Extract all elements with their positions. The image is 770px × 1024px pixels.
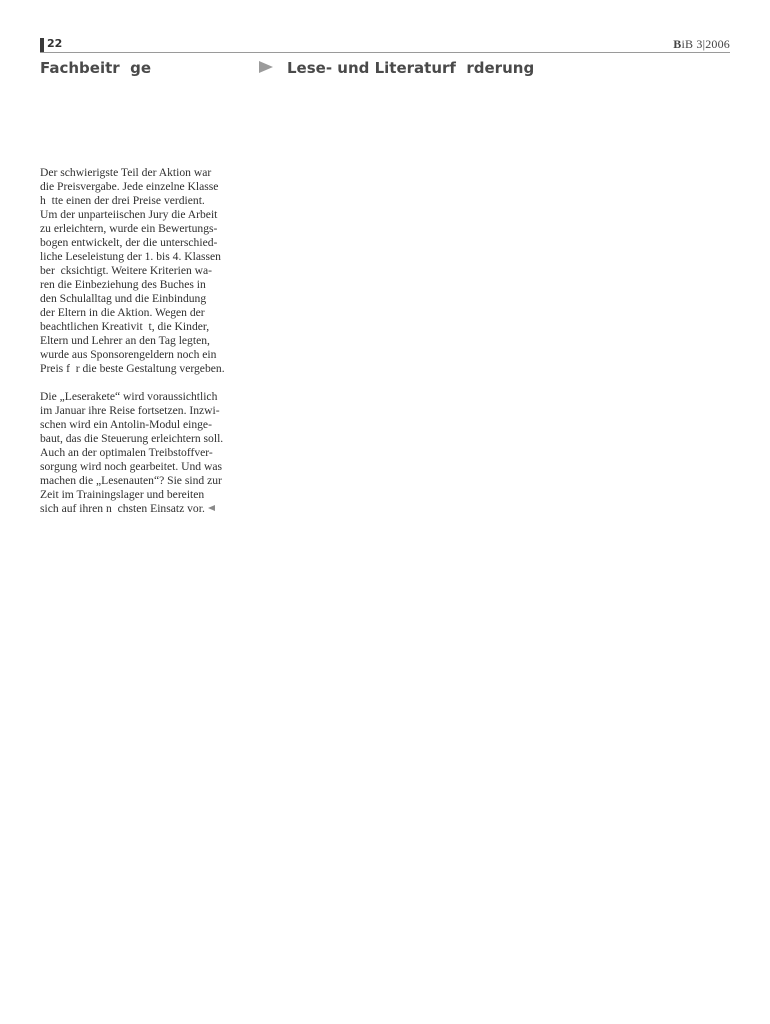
- last-text-line: [40, 502, 266, 516]
- text-line: den Schulalltag und die Einbindung: [40, 292, 207, 305]
- text-line: Zeit im Trainingslager und bereiten: [40, 488, 205, 501]
- text-line: wurde aus Sponsorengeldern noch ein: [40, 348, 217, 361]
- text-line: Um der unparteiischen Jury die Arbeit: [40, 208, 218, 221]
- page-header: [40, 38, 730, 53]
- text-line: baut, das die Steuerung erleichtern soll.: [40, 432, 224, 445]
- journal-issue: [673, 37, 730, 52]
- text-line: der Eltern in die Aktion. Wegen der: [40, 306, 205, 319]
- journal-issue-label: iB 3|2006: [681, 37, 730, 51]
- paragraph-1: [40, 166, 266, 376]
- text-line: sorgung wird noch gearbeitet. Und was: [40, 460, 223, 473]
- text-line: bogen entwickelt, der die unterschied-: [40, 236, 218, 249]
- paragraph-2: [40, 390, 266, 516]
- journal-logo-letter: B: [673, 37, 682, 51]
- text-line: Die „Leserakete“ wird voraussichtlich: [40, 390, 218, 403]
- text-line: Eltern und Lehrer an den Tag legten,: [40, 334, 210, 347]
- section-category: Fachbeitr ge: [40, 59, 152, 77]
- text-line: ren die Einbeziehung des Buches in: [40, 278, 206, 291]
- page-marker-bar: [40, 38, 44, 52]
- end-of-article-triangle-icon: [208, 505, 215, 511]
- text-line: beachtlichen Kreativit t, die Kinder,: [40, 320, 210, 333]
- text-line: Preis f r die beste Gestaltung vergeben.: [40, 362, 225, 375]
- page-number: 22: [47, 37, 63, 50]
- arrow-right-icon: [259, 61, 273, 73]
- text-line: machen die „Lesenauten“? Sie sind zur: [40, 474, 222, 487]
- text-line: h tte einen der drei Preise verdient.: [40, 194, 205, 207]
- text-line: zu erleichtern, wurde ein Bewertungs-: [40, 222, 218, 235]
- text-line: schen wird ein Antolin-Modul einge-: [40, 418, 212, 431]
- text-line: im Januar ihre Reise fortsetzen. Inzwi-: [40, 404, 220, 417]
- text-line-content: sich auf ihren n chsten Einsatz vor.: [40, 502, 205, 515]
- text-line: die Preisvergabe. Jede einzelne Klasse: [40, 180, 219, 193]
- text-line: ber cksichtigt. Weitere Kriterien wa-: [40, 264, 213, 277]
- text-line: Auch an der optimalen Treibstoffver-: [40, 446, 213, 459]
- article-title: Lese- und Literaturf rderung: [287, 59, 535, 77]
- text-line: liche Leseleistung der 1. bis 4. Klassen: [40, 250, 221, 263]
- text-line: Der schwierigste Teil der Aktion war: [40, 166, 212, 179]
